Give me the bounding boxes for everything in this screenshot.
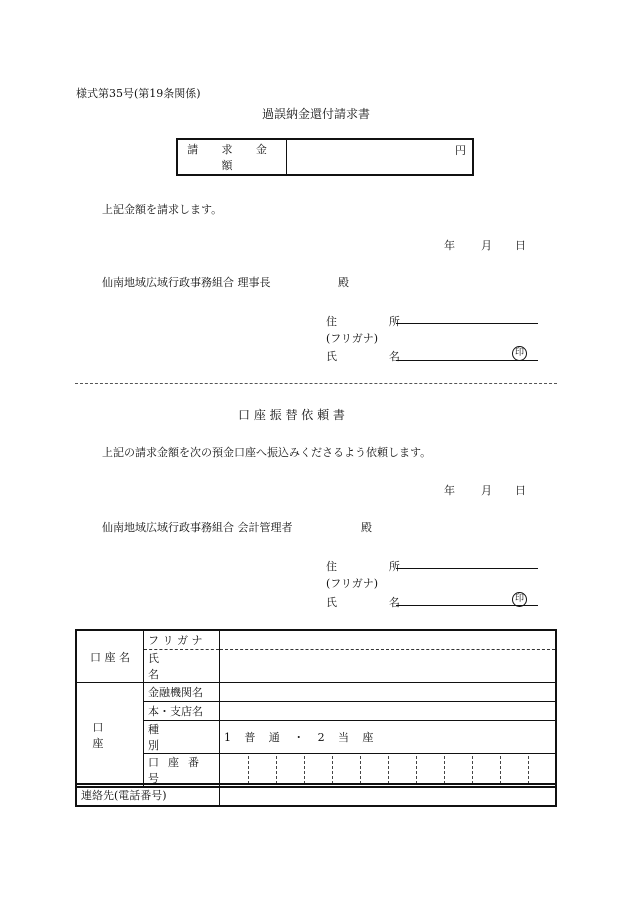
name-label-2: 氏 名 (326, 596, 425, 609)
branch-input[interactable] (220, 702, 557, 721)
digit-divider (416, 756, 417, 784)
account-label: 口 座 (76, 683, 144, 788)
account-number-label: 口 座 番 号 (144, 754, 220, 788)
address-label-1: 住 所 (326, 315, 425, 328)
contact-table (75, 783, 557, 807)
seal-icon-2: 印 (512, 592, 527, 607)
date-month-2: 月 (481, 484, 492, 497)
date-day-1: 日 (515, 239, 526, 252)
holder-name-input[interactable] (220, 650, 557, 683)
refund-title: 過誤納金還付請求書 (262, 107, 371, 121)
transfer-text: 上記の請求金額を次の預金口座へ振込みくださるよう依頼します。 (102, 446, 432, 459)
seal-icon-1: 印 (512, 346, 527, 361)
digit-divider (388, 756, 389, 784)
contact-input[interactable] (220, 784, 557, 806)
yen-label: 円 (455, 144, 466, 157)
address-line-1[interactable] (396, 323, 538, 324)
digit-divider (528, 756, 529, 784)
type-label: 種 別 (144, 721, 220, 754)
institution-label: 金融機関名 (144, 683, 220, 702)
furigana-label-1: (フリガナ) (326, 332, 379, 345)
date-year-2: 年 (444, 484, 455, 497)
amount-label: 請 求 金 額 (177, 139, 287, 175)
branch-label: 本・支店名 (144, 702, 220, 721)
digit-divider (500, 756, 501, 784)
institution-input[interactable] (220, 683, 557, 702)
bank-account-table (75, 629, 557, 788)
form-number: 様式第35号(第19条関係) (76, 87, 201, 100)
furigana-input[interactable] (220, 630, 557, 650)
honorific-1: 殿 (338, 276, 349, 289)
digit-divider (276, 756, 277, 784)
furigana-label-2: (フリガナ) (326, 577, 379, 590)
addressee-treasurer: 仙南地域広域行政事務組合 会計管理者 (102, 521, 293, 534)
honorific-2: 殿 (361, 521, 372, 534)
digit-divider (304, 756, 305, 784)
furigana-cell-label: フ リ ガ ナ (144, 630, 220, 650)
holder-name-label: 氏 名 (144, 650, 220, 683)
digit-divider (332, 756, 333, 784)
date-year-1: 年 (444, 239, 455, 252)
cut-line (75, 383, 557, 384)
digit-divider (472, 756, 473, 784)
amount-table (176, 138, 474, 176)
contact-label: 連絡先(電話番号) (76, 784, 220, 806)
address-line-2[interactable] (396, 568, 538, 569)
digit-divider (248, 756, 249, 784)
request-text: 上記金額を請求します。 (102, 203, 223, 216)
amount-field[interactable] (287, 139, 474, 175)
digit-divider (360, 756, 361, 784)
date-month-1: 月 (481, 239, 492, 252)
name-label-1: 氏 名 (326, 350, 425, 363)
type-options[interactable]: 1 普 通 ・ 2 当 座 (220, 721, 557, 754)
transfer-title: 口 座 振 替 依 頼 書 (238, 408, 345, 422)
digit-divider (444, 756, 445, 784)
addressee-chairman: 仙南地域広域行政事務組合 理事長 (102, 276, 271, 289)
date-day-2: 日 (515, 484, 526, 497)
account-number-input[interactable] (220, 754, 557, 788)
account-name-label: 口 座 名 (76, 630, 144, 683)
address-label-2: 住 所 (326, 560, 425, 573)
